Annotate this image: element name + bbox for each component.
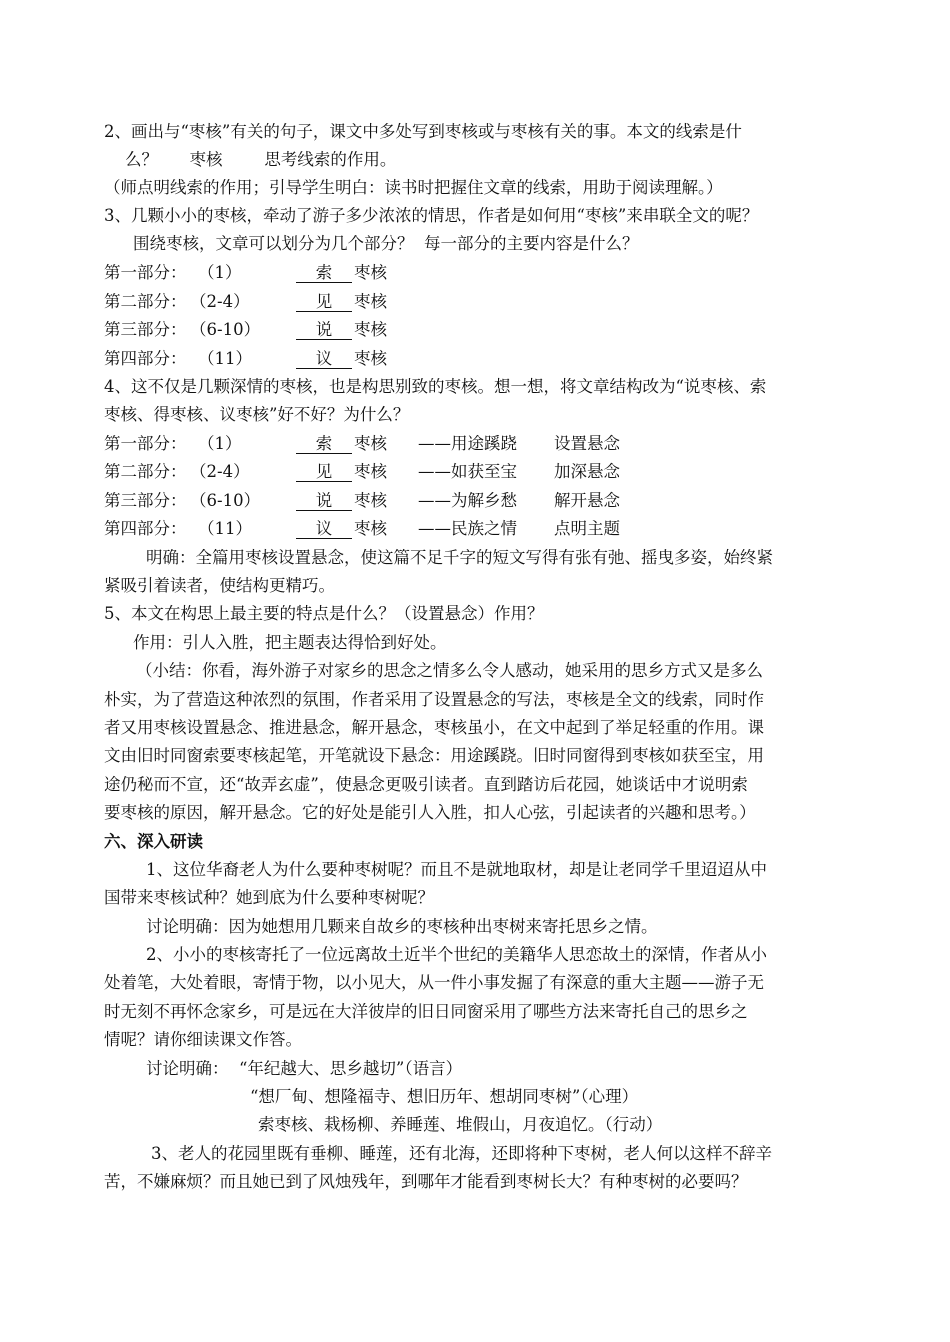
q2-line1: 2、画出与“枣核”有关的句子，课文中多处写到枣核或与枣核有关的事。本文的线索是什 <box>104 122 742 141</box>
part-label: 第二部分： <box>104 462 187 481</box>
part-desc: ——用途蹊跷 <box>418 434 517 453</box>
part-desc: ——为解乡愁 <box>418 491 517 510</box>
part-verb: 索 <box>296 264 352 283</box>
part-noun: 枣核 <box>354 292 387 311</box>
summary-line: 文由旧时同窗索要枣核起笔，开笔就设下悬念：用途蹊跷。旧时同窗得到枣核如获至宝，用 <box>104 746 764 765</box>
part-verb: 见 <box>296 293 352 312</box>
summary-line: 朴实，为了营造这种浓烈的氛围，作者采用了设置悬念的写法，枣核是全文的线索，同时作 <box>104 690 764 709</box>
q4-line1: 4、这不仅是几颗深情的枣核，也是构思别致的枣核。想一想，将文章结构改为“说枣核、索 <box>104 377 767 396</box>
q3-line1: 3、几颗小小的枣核，牵动了游子多少浓浓的情思，作者是如何用“枣核”来串联全文的呢？ <box>104 206 759 225</box>
part-range: （6-10） <box>190 320 261 339</box>
part-label: 第二部分： <box>104 292 187 311</box>
part-effect: 设置悬念 <box>554 434 620 453</box>
clarify1-line1: 明确：全篇用枣核设置悬念，使这篇不足千字的短文写得有张有弛、摇曳多姿，始终紧 <box>146 548 773 567</box>
part-noun: 枣核 <box>354 462 387 481</box>
r3-line1: 3、老人的花园里既有垂柳、睡莲，还有北海，还即将种下枣树，老人何以这样不辞辛 <box>151 1144 772 1163</box>
r3-line2: 苦，不嫌麻烦？而且她已到了风烛残年，到哪年才能看到枣树长大？有种枣树的必要吗？ <box>104 1172 748 1191</box>
r1-line3: 讨论明确：因为她想用几颗来自故乡的枣核种出枣树来寄托思乡之情。 <box>146 917 658 936</box>
summary-line: 途仍秘而不宣，还“故弄玄虚”，使悬念更吸引读者。直到踏访后花园，她谈话中才说明索 <box>104 775 748 794</box>
r1-line1: 1、这位华裔老人为什么要种枣树呢？而且不是就地取材，却是让老同学千里迢迢从中 <box>146 860 767 879</box>
part-range: （6-10） <box>190 491 261 510</box>
clarify1-line2: 紧吸引着读者，使结构更精巧。 <box>104 576 335 595</box>
part-range: （1） <box>198 434 242 453</box>
part-effect: 加深悬念 <box>554 462 620 481</box>
q5-line1: 5、本文在构思上最主要的特点是什么？（设置悬念）作用？ <box>104 604 544 623</box>
part-range: （11） <box>198 519 252 538</box>
part-range: （2-4） <box>190 292 250 311</box>
r2-line6: “想厂甸、想隆福寺、想旧历年、想胡同枣树”（心理） <box>250 1087 639 1106</box>
part-label: 第四部分： <box>104 349 187 368</box>
r2-line1: 2、小小的枣核寄托了一位远离故土近半个世纪的美籍华人思恋故土的深情，作者从小 <box>146 945 767 964</box>
part-range: （1） <box>198 263 242 282</box>
section-heading: 六、深入研读 <box>104 832 203 851</box>
part-desc: ——如获至宝 <box>418 462 517 481</box>
summary-line: （小结：你看，海外游子对家乡的思念之情多么令人感动，她采用的思乡方式又是多么 <box>136 661 763 680</box>
part-effect: 点明主题 <box>554 519 620 538</box>
r2-line4: 情呢？请你细读课文作答。 <box>104 1030 302 1049</box>
r2-line3: 时无刻不再怀念家乡，可是远在大洋彼岸的旧日同窗采用了哪些方法来寄托自己的思乡之 <box>104 1002 748 1021</box>
part-noun: 枣核 <box>354 320 387 339</box>
part-verb: 见 <box>296 463 352 482</box>
part-noun: 枣核 <box>354 434 387 453</box>
q2-line3: （师点明线索的作用；引导学生明白：读书时把握住文章的线索，用助于阅读理解。） <box>104 178 723 197</box>
part-range: （11） <box>198 349 252 368</box>
summary-line: 者又用枣核设置悬念、推进悬念，解开悬念，枣核虽小，在文中起到了举足轻重的作用。课 <box>104 718 764 737</box>
part-label: 第一部分： <box>104 263 187 282</box>
part-desc: ——民族之情 <box>418 519 517 538</box>
part-verb: 议 <box>296 520 352 539</box>
q5-line2: 作用：引人入胜，把主题表达得恰到好处。 <box>133 633 447 652</box>
summary-line: 要枣核的原因，解开悬念。它的好处是能引人入胜，扣人心弦，引起读者的兴趣和思考。） <box>104 803 756 822</box>
r1-line2: 国带来枣核试种？她到底为什么要种枣树呢？ <box>104 888 434 907</box>
r2-line5: 讨论明确： “年纪越大、思乡越切”（语言） <box>146 1059 463 1078</box>
part-label: 第一部分： <box>104 434 187 453</box>
part-noun: 枣核 <box>354 519 387 538</box>
r2-line2: 处着笔，大处着眼，寄情于物，以小见大，从一件小事发掘了有深意的重大主题——游子无 <box>104 973 764 992</box>
part-noun: 枣核 <box>354 491 387 510</box>
part-noun: 枣核 <box>354 349 387 368</box>
part-noun: 枣核 <box>354 263 387 282</box>
part-label: 第三部分： <box>104 320 187 339</box>
part-label: 第三部分： <box>104 491 187 510</box>
part-effect: 解开悬念 <box>554 491 620 510</box>
q2-line2: 么？ 枣核 思考线索的作用。 <box>125 150 397 169</box>
part-verb: 说 <box>296 321 352 340</box>
part-label: 第四部分： <box>104 519 187 538</box>
r2-line7: 索枣核、栽杨柳、养睡莲、堆假山，月夜追忆。（行动） <box>258 1115 663 1134</box>
q3-line2: 围绕枣核，文章可以划分为几个部分？ 每一部分的主要内容是什么？ <box>133 234 639 253</box>
part-verb: 议 <box>296 350 352 369</box>
part-range: （2-4） <box>190 462 250 481</box>
part-verb: 说 <box>296 492 352 511</box>
part-verb: 索 <box>296 435 352 454</box>
q4-line2: 枣核、得枣核、议枣核”好不好？为什么？ <box>104 405 410 424</box>
